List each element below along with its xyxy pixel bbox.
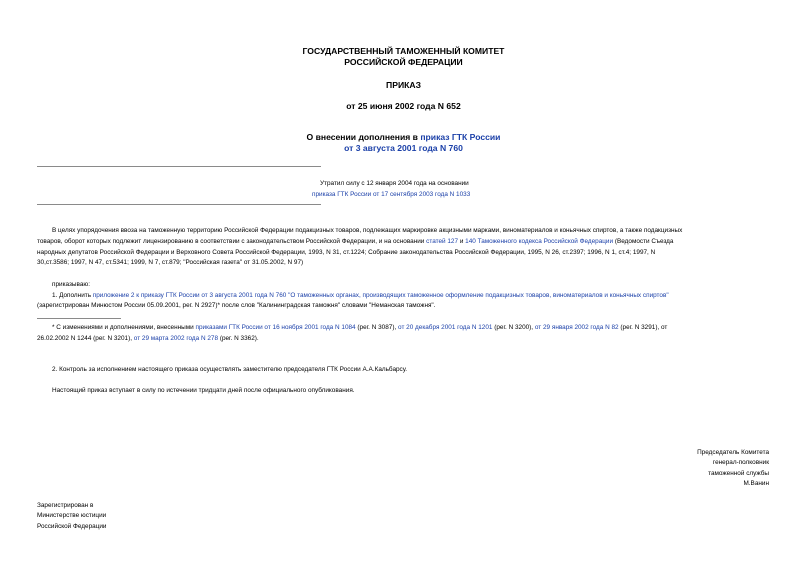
footnote-line2 — [37, 334, 259, 344]
footnote-star: * С изменениями и дополнениями, внесенными — [52, 324, 196, 331]
footnote-t1: (рег. N 3087), — [355, 324, 399, 331]
footnote-t2: (рег. N 3200), — [492, 324, 535, 331]
doc-subject-line2 — [0, 143, 807, 153]
footnote-link4[interactable]: от 29 марта 2002 года N 278 — [133, 335, 219, 342]
signature-name: М.Ванин — [743, 480, 769, 487]
item2: 2. Контроль за исполнением настоящего приказа осуществлять заместителю председателя ГТК России А.А.Кальбарсу. — [52, 366, 408, 373]
divider-bottom — [37, 204, 321, 205]
item1-line2: (зарегистрирован Минюстом России 05.09.2001, рег. N 2927)* после слов "Калининградская таможня" словами "Неманская таможня". — [37, 302, 436, 309]
item1-line1 — [52, 291, 669, 301]
effect-clause: Настоящий приказ вступает в силу по истечении тридцати дней после официального опубликования. — [52, 387, 355, 394]
org-name-line1: ГОСУДАРСТВЕННЫЙ ТАМОЖЕННЫЙ КОМИТЕТ — [302, 46, 505, 56]
signature-title: Председатель Комитета — [697, 449, 769, 456]
link-customs-code[interactable]: 140 Таможенного кодекса Российской Федерации — [465, 238, 614, 245]
preamble-line4: 30,ст.3586; 1997, N 47, ст.5341; 1999, N 7, ст.879; "Российская газета" от 31.05.2002, N 97) — [37, 259, 304, 266]
preamble-line1: В целях упорядочения ввоза на таможенную территорию Российской Федерации подакцизных товаров, подлежащих маркировке акцизными марками, виноматериалов и коньячных спиртов, а также подакцизных — [52, 227, 683, 234]
preamble-text-end: (Ведомости Съезда — [613, 238, 674, 245]
doc-date: от 25 июня 2002 года N 652 — [346, 101, 461, 111]
footnote-l2-pre: 26.02.2002 N 1244 (рег. N 3201), — [37, 335, 134, 342]
footnote-t4: (рег. N 3362). — [218, 335, 259, 342]
subject-link-order[interactable]: приказ ГТК России — [420, 132, 501, 142]
registration-line2: Министерстве юстиции — [37, 512, 107, 519]
order-word: приказываю: — [52, 281, 90, 288]
preamble-text: товаров, оборот которых подлежит лицензированию в соответствии с законодательством Российской Федерации, и на основании — [37, 238, 427, 245]
footnote-line1 — [52, 323, 667, 333]
item1-number: 1. Дополнить — [52, 292, 93, 299]
preamble-line2 — [37, 237, 673, 247]
registration-line3: Российской Федерации — [37, 523, 107, 530]
signature-rank: генерал-полковник — [712, 459, 769, 466]
preamble-and: и — [458, 238, 466, 245]
divider-top — [37, 166, 321, 167]
status-line: Утратил силу с 12 января 2004 года на основании — [320, 180, 469, 187]
doc-subject-line1 — [0, 132, 807, 142]
org-name-line2: РОССИЙСКОЙ ФЕДЕРАЦИИ — [344, 57, 463, 67]
item1-link[interactable]: приложение 2 к приказу ГТК России от 3 августа 2001 года N 760 "О таможенных органах, производящих таможенное оформление подакцизных товаров, виноматериалов и коньячных спиртов" — [92, 292, 669, 299]
doc-type: ПРИКАЗ — [386, 80, 421, 90]
status-link[interactable]: приказа ГТК России от 17 сентября 2003 года N 1033 — [312, 191, 471, 198]
footnote-link2[interactable]: от 20 декабря 2001 года N 1201 — [398, 324, 493, 331]
footnote-link3[interactable]: от 29 января 2002 года N 82 — [534, 324, 619, 331]
footnote-link1[interactable]: приказами ГТК России от 16 ноября 2001 года N 1084 — [195, 324, 356, 331]
registration-line1: Зарегистрирован в — [37, 502, 94, 509]
preamble-line3: народных депутатов Российской Федерации и Верховного Совета Российской Федерации, 1993, N 31, ст.1224; Собрание законодательства Российской Федерации, 1995, N 26, ст.2397; 1996, N 1, ст.4; 1997, N — [37, 249, 656, 256]
link-article-127[interactable]: статей 127 — [426, 238, 459, 245]
signature-service: таможенной службы — [708, 470, 769, 477]
subject-link-date[interactable]: от 3 августа 2001 года N 760 — [344, 143, 463, 153]
footnote-divider — [37, 318, 121, 319]
subject-prefix: О внесении дополнения в — [306, 132, 421, 142]
footnote-t3: (рег. N 3291), от — [618, 324, 668, 331]
